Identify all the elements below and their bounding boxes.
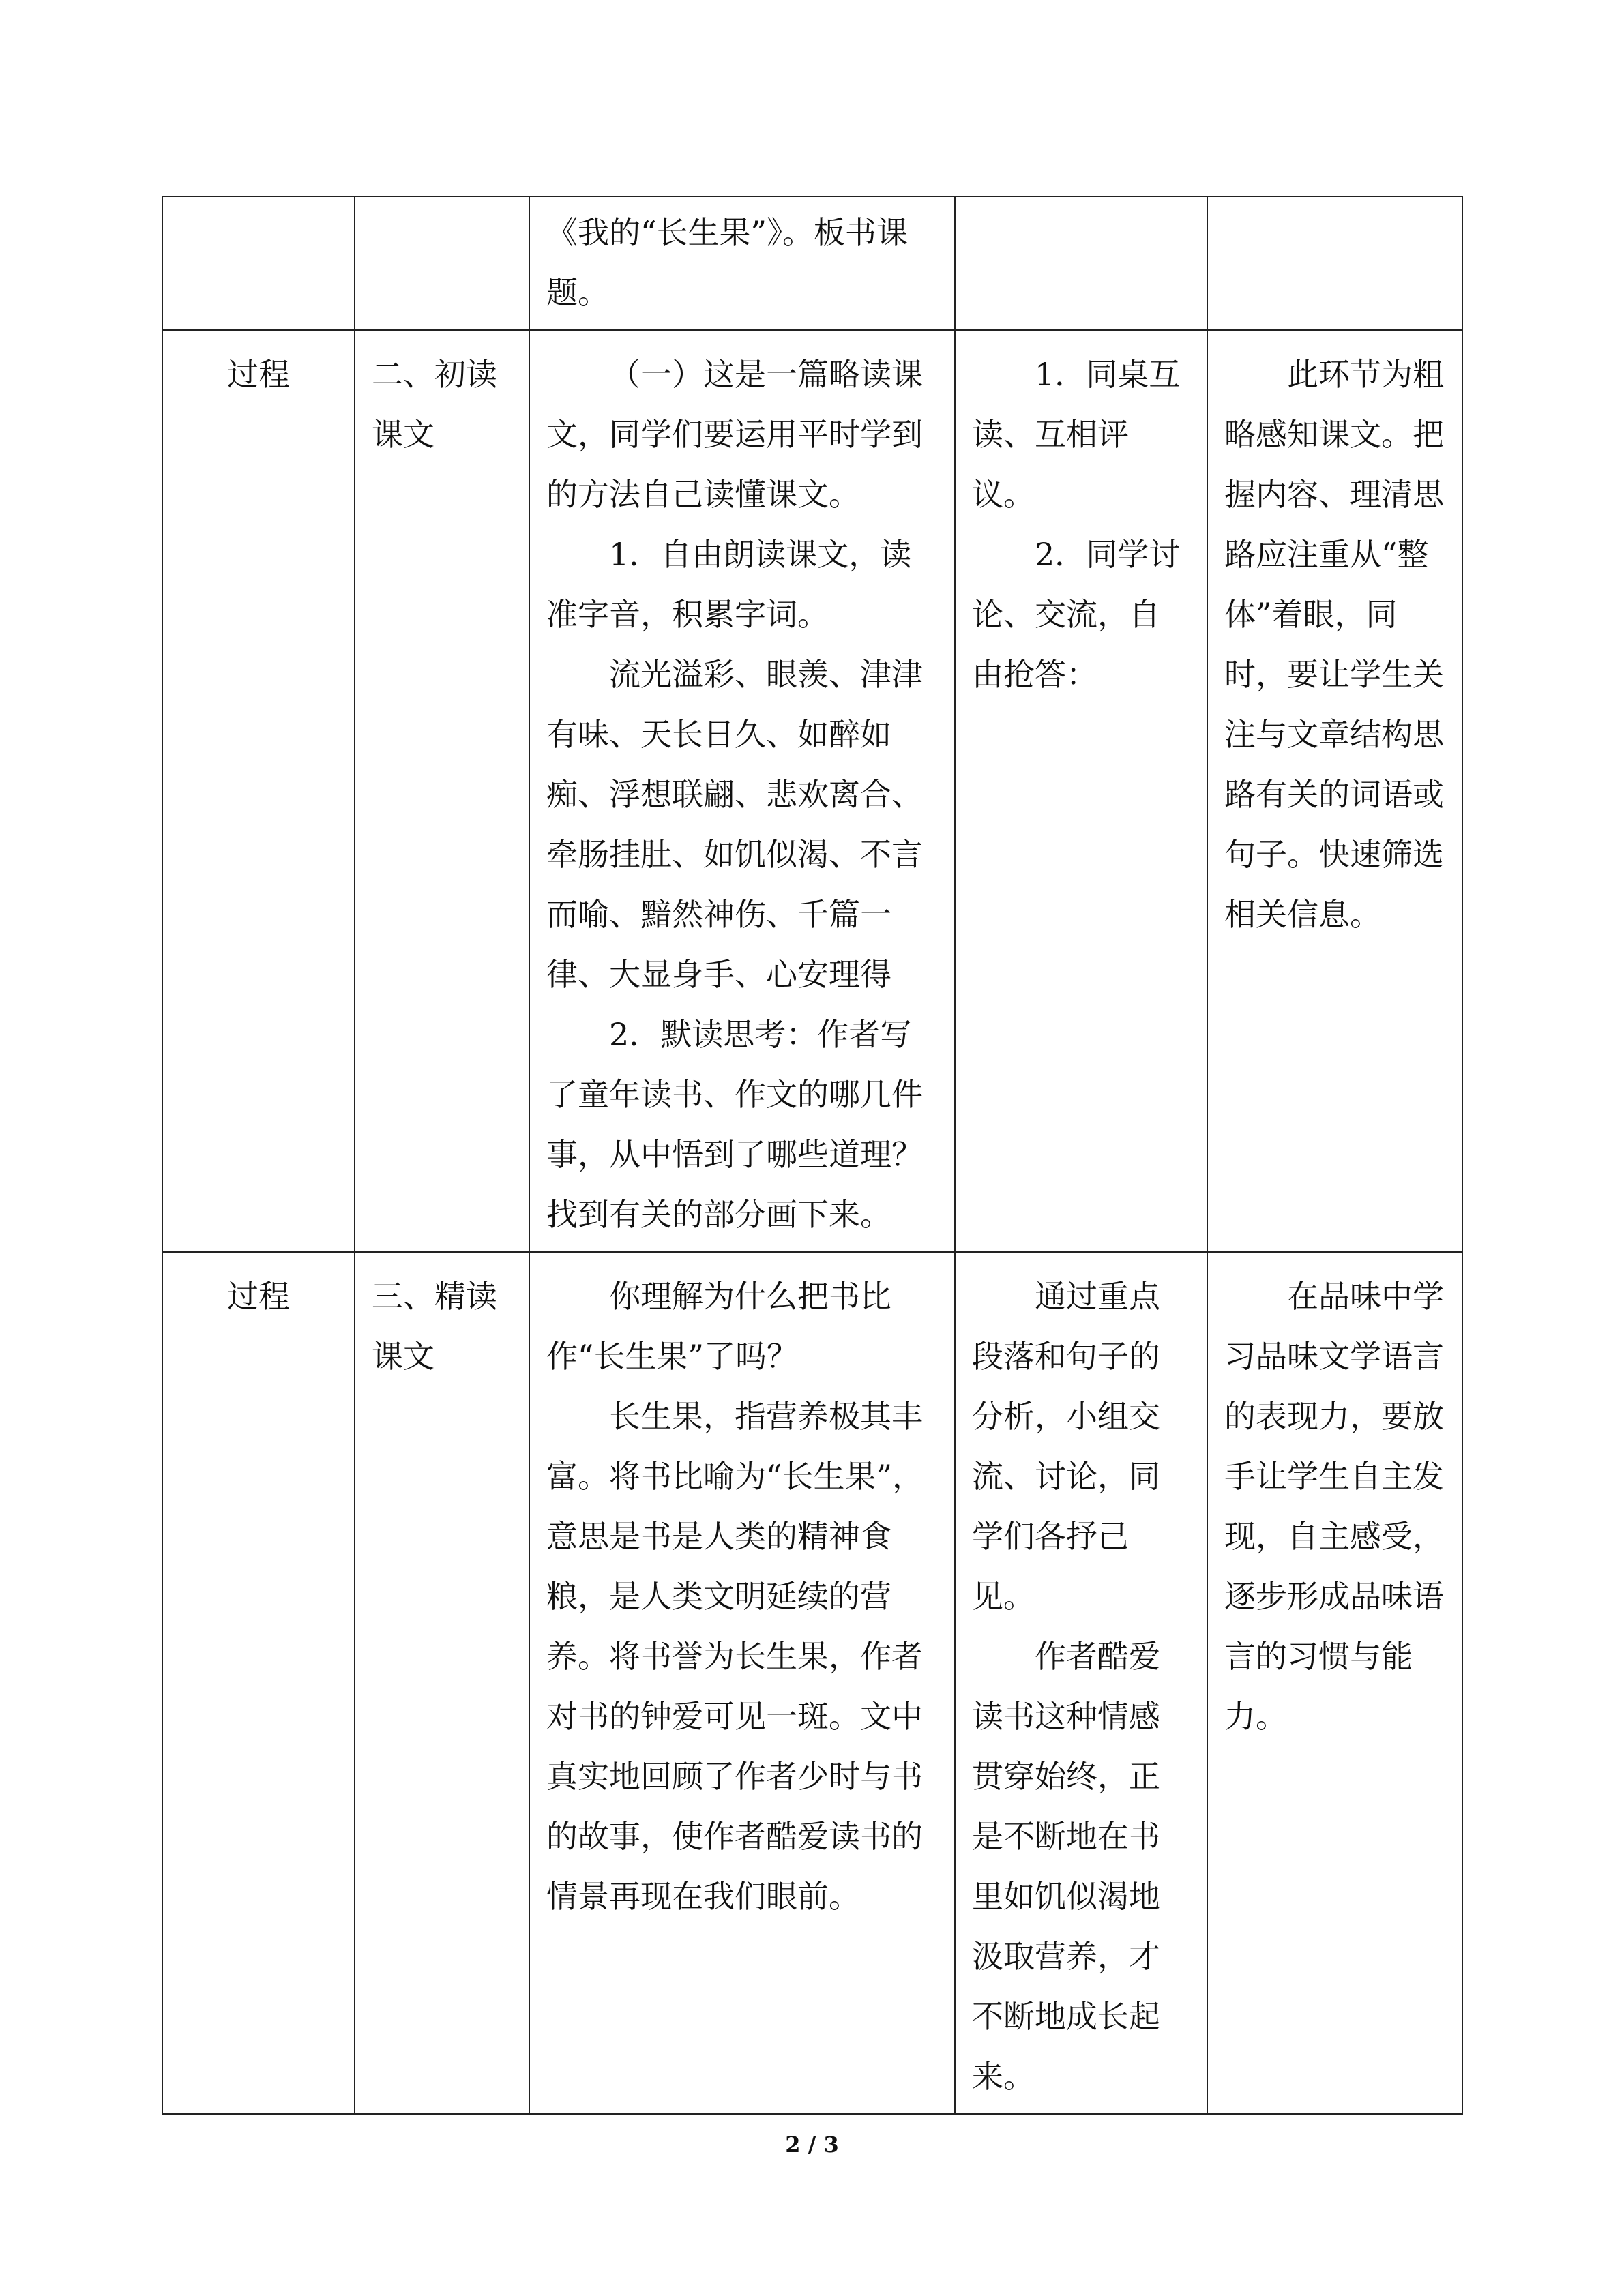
content-paragraph: 1．自由朗读课文，读准字音，积累字词。 — [546, 536, 912, 633]
activity-paragraph: 通过重点段落和句子的分析，小组交流、讨论，同学们各抒己见。 — [972, 1278, 1160, 1615]
stage-cell: 过程 — [162, 330, 355, 1252]
content-paragraph: 流光溢彩、眼羡、津津有味、天长日久、如醉如痴、浮想联翩、悲欢离合、牵肠挂肚、如饥似渴、不言而喻、黯然神伤、千篇一律、大显身手、心安理得 — [546, 656, 923, 993]
content-cell — [529, 330, 955, 1252]
activity-paragraph: 2．同学讨论、交流，自由抢答： — [972, 536, 1181, 693]
section-cell: 三、精读课文 — [355, 1252, 529, 2114]
activity-cell — [955, 1252, 1207, 2114]
lesson-plan-table — [162, 196, 1463, 2115]
activity-cell — [955, 330, 1207, 1252]
activity-cell — [955, 196, 1207, 330]
intent-cell — [1207, 1252, 1462, 2114]
section-cell: 二、初读课文 — [355, 330, 529, 1252]
content-cell — [529, 1252, 955, 2114]
content-paragraph: （一）这是一篇略读课文，同学们要运用平时学到的方法自己读懂课文。 — [546, 356, 923, 513]
content-cell — [529, 196, 955, 330]
content-paragraph: 2．默读思考：作者写了童年读书、作文的哪几件事，从中悟到了哪些道理？找到有关的部分画下来。 — [546, 1016, 923, 1233]
intent-cell — [1207, 330, 1462, 1252]
intent-paragraph: 此环节为粗略感知课文。把握内容、理清思路应注重从“整体”着眼，同时，要让学生关注与文章结构思路有关的词语或句子。快速筛选相关信息。 — [1224, 356, 1444, 933]
page-number: 2 / 3 — [785, 2132, 839, 2158]
table-row — [162, 1252, 1462, 2114]
stage-cell — [162, 196, 355, 330]
table-row — [162, 330, 1462, 1252]
activity-paragraph: 1．同桌互读、互相评议。 — [972, 356, 1181, 513]
content-paragraph: 长生果，指营养极其丰富。将书比喻为“长生果”，意思是书是人类的精神食粮，是人类文明延续的营养。将书誉为长生果，作者对书的钟爱可见一斑。文中真实地回顾了作者少时与书的故事，使作者酷爱读书的情景再现在我们眼前。 — [546, 1398, 924, 1915]
table-row — [162, 196, 1462, 330]
stage-cell: 过程 — [162, 1252, 355, 2114]
content-paragraph: 《我的“长生果”》。板书课题。 — [546, 214, 909, 311]
content-paragraph: 你理解为什么把书比作“长生果”了吗？ — [546, 1278, 891, 1375]
section-cell — [355, 196, 529, 330]
intent-paragraph: 在品味中学习品味文学语言的表现力，要放手让学生自主发现，自主感受，逐步形成品味语言的习惯与能力。 — [1224, 1278, 1444, 1735]
intent-cell — [1207, 196, 1462, 330]
activity-paragraph: 作者酷爱读书这种情感贯穿始终，正是不断地在书里如饥似渴地汲取营养，才不断地成长起来。 — [972, 1638, 1160, 2095]
